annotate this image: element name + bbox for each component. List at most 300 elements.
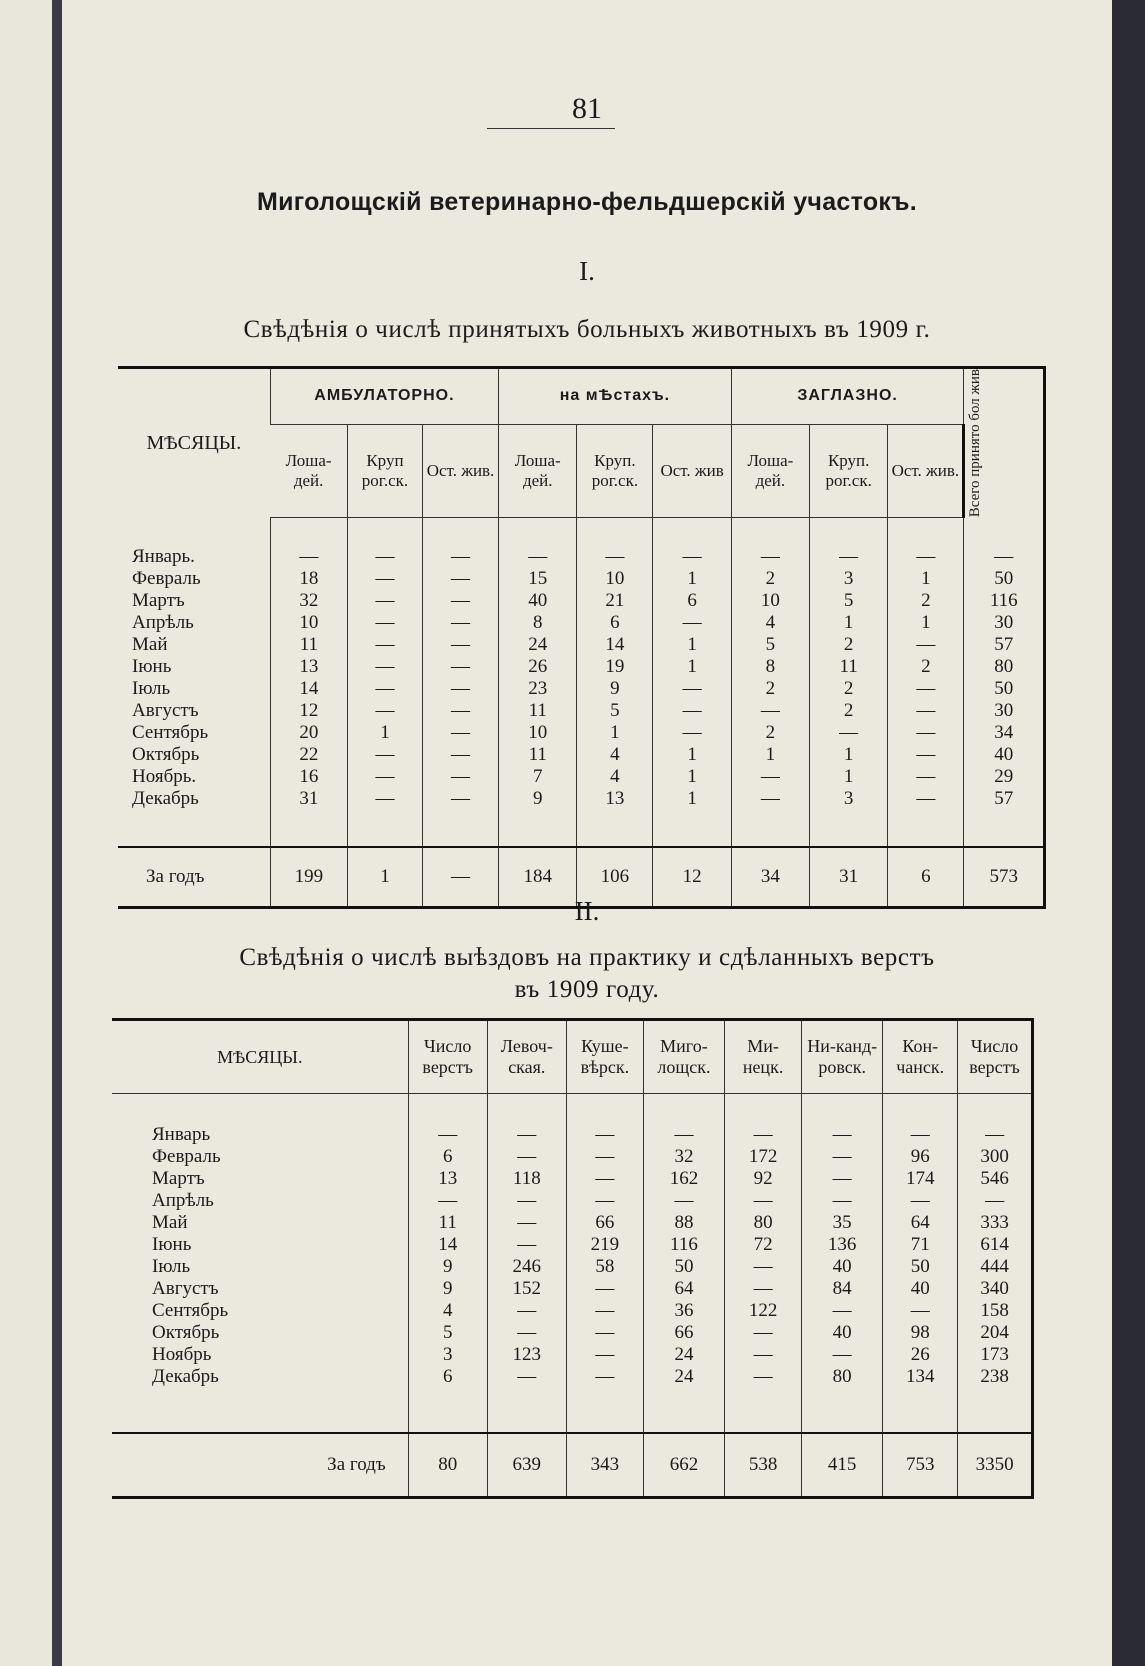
table-row [112,1278,1033,1300]
value-cell: 50 [964,678,1045,700]
value-cell: 1 [810,612,888,634]
value-cell: — [888,634,964,656]
value-cell: — [888,678,964,700]
value-cell: — [347,634,422,656]
value-cell: — [422,744,498,766]
page-number: 81 [572,92,602,125]
value-cell: 1 [810,744,888,766]
table-row [112,1146,1033,1168]
empty-cell [566,1388,643,1433]
value-cell: — [577,546,653,568]
value-cell: 98 [883,1322,958,1344]
empty-cell [802,1094,883,1125]
spacer-row [112,1094,1033,1125]
total-cell: 6 [888,847,964,908]
table-row [112,1168,1033,1190]
table-row [118,568,1045,590]
value-cell: — [408,1124,487,1146]
value-cell: 1 [653,568,731,590]
value-cell: — [653,546,731,568]
value-cell: — [653,700,731,722]
month-cell: Августъ [152,1278,219,1299]
value-cell: — [888,722,964,744]
value-cell: — [347,612,422,634]
value-cell: 1 [653,788,731,810]
value-cell: 12 [270,700,347,722]
value-cell: 8 [731,656,809,678]
empty-cell [487,1388,566,1433]
value-cell: 1 [653,744,731,766]
value-cell: 57 [964,634,1045,656]
value-cell: 40 [499,590,577,612]
value-cell: 66 [566,1212,643,1234]
section2-heading-line1: Свѣдѣнія о числѣ выѣздовъ на практику и сдѣланныхъ верстъ [239,944,935,971]
empty-cell [725,1094,802,1125]
value-cell: — [487,1322,566,1344]
empty-cell [731,810,809,847]
total-cell: 12 [653,847,731,908]
value-cell: — [888,766,964,788]
value-cell: — [347,700,422,722]
total-cell: 3350 [958,1433,1033,1498]
value-cell: 10 [577,568,653,590]
table-row [112,1190,1033,1212]
value-cell: 238 [958,1366,1033,1388]
value-cell: 40 [802,1322,883,1344]
empty-cell [270,517,347,546]
empty-cell [643,1094,724,1125]
value-cell: — [731,546,809,568]
value-cell: — [958,1124,1033,1146]
empty-cell [653,517,731,546]
value-cell: 1 [888,612,964,634]
value-cell: 11 [499,744,577,766]
table-row [112,1234,1033,1256]
sub-header: Круп. рог.ск. [810,424,888,517]
month-cell: Октябрь [152,1322,220,1343]
value-cell: 5 [577,700,653,722]
value-cell: 219 [566,1234,643,1256]
value-cell: — [958,1190,1033,1212]
empty-cell [408,1388,487,1433]
sub-header: Лоша-дей. [499,424,577,517]
value-cell: 1 [888,568,964,590]
sub-header: Круп рог.ск. [347,424,422,517]
value-cell: 1 [347,722,422,744]
empty-cell [347,517,422,546]
value-cell: 80 [802,1366,883,1388]
total-cell: 573 [964,847,1045,908]
value-cell: 136 [802,1234,883,1256]
section2-number: II. [574,896,600,926]
total-cell: 80 [408,1433,487,1498]
value-cell: 32 [643,1146,724,1168]
value-cell: 84 [802,1278,883,1300]
table-row [118,546,1045,568]
value-cell: — [422,766,498,788]
value-cell: 40 [964,744,1045,766]
month-cell: Май [132,633,168,655]
total-cell: 184 [499,847,577,908]
value-cell: — [422,634,498,656]
total-cell: 639 [487,1433,566,1498]
value-cell: 64 [883,1212,958,1234]
month-cell: Октябрь [132,743,200,765]
sub-header: Круп. рог.ск. [577,424,653,517]
empty-cell [653,810,731,847]
month-cell: Мартъ [152,1168,205,1189]
value-cell: — [566,1146,643,1168]
value-cell: — [725,1344,802,1366]
page-number-rule [487,128,615,129]
value-cell: 134 [883,1366,958,1388]
total-cell: — [422,847,498,908]
value-cell: — [347,678,422,700]
sub-header: Ост. жив. [422,424,498,517]
value-cell: 64 [643,1278,724,1300]
column-header: Ни-канд-ровск. [802,1020,883,1094]
table-row [118,656,1045,678]
value-cell: 5 [408,1322,487,1344]
value-cell: — [731,766,809,788]
value-cell: 172 [725,1146,802,1168]
value-cell: — [422,788,498,810]
value-cell: — [810,546,888,568]
empty-cell [422,810,498,847]
empty-cell [888,517,964,546]
left-page-edge [0,0,52,1666]
value-cell: 246 [487,1256,566,1278]
table-row [118,634,1045,656]
empty-cell [888,810,964,847]
section1-heading: Свѣдѣнія о числѣ принятыхъ больныхъ животныхъ въ 1909 г. [243,316,931,343]
table-row [118,700,1045,722]
value-cell: 32 [270,590,347,612]
empty-cell [810,517,888,546]
value-cell: 26 [883,1344,958,1366]
empty-cell [270,810,347,847]
month-cell: Апрѣль [152,1190,214,1211]
value-cell: 13 [408,1168,487,1190]
empty-cell [810,810,888,847]
value-cell: — [888,546,964,568]
value-cell: 614 [958,1234,1033,1256]
value-cell: 13 [270,656,347,678]
value-cell: 158 [958,1300,1033,1322]
month-cell: Декабрь [152,1366,219,1387]
value-cell: — [725,1366,802,1388]
value-cell: — [487,1124,566,1146]
value-cell: — [883,1300,958,1322]
value-cell: 1 [577,722,653,744]
value-cell: 13 [577,788,653,810]
value-cell: — [802,1124,883,1146]
empty-cell [408,1094,487,1125]
value-cell: 72 [725,1234,802,1256]
empty-cell [883,1388,958,1433]
month-cell: Іюнь [132,655,172,677]
value-cell: 40 [802,1256,883,1278]
table-row [112,1124,1033,1146]
section2-heading-line2: въ 1909 году. [514,976,660,1003]
value-cell: — [810,722,888,744]
table-row [112,1344,1033,1366]
empty-cell [112,1094,408,1125]
value-cell: — [653,612,731,634]
group-header-ambulatory: АМБУЛАТОРНО. [270,368,498,425]
value-cell: 4 [408,1300,487,1322]
value-cell: 173 [958,1344,1033,1366]
value-cell: 40 [883,1278,958,1300]
value-cell: 2 [810,700,888,722]
value-cell: — [422,678,498,700]
value-cell: 19 [577,656,653,678]
value-cell: 35 [802,1212,883,1234]
value-cell: 1 [810,766,888,788]
value-cell: — [964,546,1045,568]
value-cell: — [487,1212,566,1234]
value-cell: 3 [810,568,888,590]
value-cell: 2 [731,568,809,590]
section1-number: I. [579,256,595,286]
value-cell: — [888,788,964,810]
value-cell: 34 [964,722,1045,744]
value-cell: 3 [810,788,888,810]
value-cell: 10 [499,722,577,744]
value-cell: 9 [577,678,653,700]
value-cell: 333 [958,1212,1033,1234]
value-cell: 88 [643,1212,724,1234]
value-cell: — [725,1124,802,1146]
value-cell: — [802,1190,883,1212]
column-header: Миго-лощск. [643,1020,724,1094]
value-cell: 6 [408,1366,487,1388]
total-cell: 662 [643,1433,724,1498]
empty-cell [577,810,653,847]
value-cell: — [487,1366,566,1388]
month-cell: Май [152,1212,188,1233]
value-cell: 9 [408,1278,487,1300]
value-cell: — [725,1256,802,1278]
value-cell: 50 [643,1256,724,1278]
value-cell: 123 [487,1344,566,1366]
value-cell: — [883,1124,958,1146]
value-cell: 50 [883,1256,958,1278]
value-cell: 31 [270,788,347,810]
column-header: Куше-вѣрск. [566,1020,643,1094]
gap-row [112,1388,1033,1433]
month-cell: Сентябрь [152,1300,229,1321]
group-header-remote: ЗАГЛАЗНО. [731,368,964,425]
value-cell: 2 [731,722,809,744]
value-cell: 30 [964,612,1045,634]
value-cell: 116 [964,590,1045,612]
empty-cell [566,1094,643,1125]
value-cell: 24 [643,1366,724,1388]
month-cell: Январь. [132,545,195,567]
value-cell: 14 [270,678,347,700]
month-cell: Іюль [132,677,171,699]
table-animals-received [118,366,1046,909]
total-cell: 753 [883,1433,958,1498]
value-cell: 2 [731,678,809,700]
table-row [118,788,1045,810]
value-cell: 80 [964,656,1045,678]
empty-cell [118,810,270,847]
value-cell: — [408,1190,487,1212]
table-row [112,1256,1033,1278]
value-cell: 6 [577,612,653,634]
value-cell: — [487,1146,566,1168]
value-cell: — [566,1344,643,1366]
empty-cell [958,1388,1033,1433]
value-cell: — [347,590,422,612]
table-row [118,766,1045,788]
value-cell: — [888,700,964,722]
value-cell: 174 [883,1168,958,1190]
total-cell: 106 [577,847,653,908]
gap-row [118,810,1045,847]
table-row [112,1300,1033,1322]
value-cell: 66 [643,1322,724,1344]
value-cell: — [347,546,422,568]
value-cell: — [422,546,498,568]
value-cell: — [731,700,809,722]
value-cell: — [653,678,731,700]
month-cell: Мартъ [132,589,185,611]
months-header: МѢСЯЦЫ. [146,431,242,454]
month-cell: Сентябрь [132,721,209,743]
value-cell: — [566,1278,643,1300]
value-cell: — [802,1344,883,1366]
value-cell: — [566,1322,643,1344]
total-label: За годъ [112,1433,408,1498]
month-cell: Іюнь [152,1234,192,1255]
empty-cell [577,517,653,546]
empty-cell [422,517,498,546]
value-cell: 204 [958,1322,1033,1344]
empty-cell [347,810,422,847]
value-cell: — [347,766,422,788]
value-cell: 96 [883,1146,958,1168]
month-cell: Декабрь [132,787,199,809]
value-cell: — [499,546,577,568]
value-cell: — [802,1168,883,1190]
total-cell: 199 [270,847,347,908]
value-cell: 2 [888,590,964,612]
total-cell: 415 [802,1433,883,1498]
empty-cell [499,517,577,546]
value-cell: 10 [731,590,809,612]
value-cell: 1 [653,634,731,656]
table-row [118,678,1045,700]
value-cell: — [487,1190,566,1212]
value-cell: 14 [408,1234,487,1256]
sub-header: Лоша-дей. [270,424,347,517]
page-title: Миголощскій ветеринарно-фельдшерскій участокъ. [256,188,918,216]
value-cell: — [643,1124,724,1146]
value-cell: — [566,1300,643,1322]
value-cell: — [643,1190,724,1212]
value-cell: 11 [270,634,347,656]
value-cell: 9 [499,788,577,810]
month-cell: Ноябрь. [132,765,197,787]
value-cell: 15 [499,568,577,590]
total-row [112,1433,1033,1498]
value-cell: 2 [810,678,888,700]
month-cell: Апрѣль [132,611,194,633]
value-cell: 118 [487,1168,566,1190]
group-header-on-site: на мѢстахъ. [499,368,732,425]
value-cell: 2 [888,656,964,678]
table-row [112,1366,1033,1388]
total-cell: 34 [731,847,809,908]
empty-cell [958,1094,1033,1125]
total-label: За годъ [118,847,270,908]
value-cell: 5 [810,590,888,612]
value-cell: — [725,1322,802,1344]
value-cell: 152 [487,1278,566,1300]
value-cell: — [883,1190,958,1212]
value-cell: — [566,1190,643,1212]
value-cell: 10 [270,612,347,634]
value-cell: — [566,1124,643,1146]
total-header: Всего принято бол жив [967,369,984,518]
value-cell: 7 [499,766,577,788]
empty-cell [883,1094,958,1125]
value-cell: — [270,546,347,568]
value-cell: 9 [408,1256,487,1278]
empty-cell [118,517,270,546]
value-cell: — [487,1234,566,1256]
table-row [118,590,1045,612]
value-cell: 18 [270,568,347,590]
value-cell: 4 [577,744,653,766]
month-cell: Февраль [132,567,201,589]
month-cell: Ноябрь [152,1344,212,1365]
value-cell: 162 [643,1168,724,1190]
value-cell: 57 [964,788,1045,810]
value-cell: — [422,568,498,590]
value-cell: — [888,744,964,766]
value-cell: — [725,1278,802,1300]
table-row [118,722,1045,744]
value-cell: 1 [653,656,731,678]
column-header: Ми-нецк. [725,1020,802,1094]
value-cell: 11 [810,656,888,678]
value-cell: 340 [958,1278,1033,1300]
value-cell: — [422,656,498,678]
sub-header: Ост. жив. [888,424,964,517]
value-cell: — [566,1366,643,1388]
value-cell: 11 [499,700,577,722]
value-cell: 24 [499,634,577,656]
value-cell: — [731,788,809,810]
value-cell: 29 [964,766,1045,788]
total-header-cell [964,368,1045,518]
month-cell: Январь [152,1124,211,1145]
value-cell: — [422,700,498,722]
value-cell: — [422,722,498,744]
empty-cell [964,810,1045,847]
value-cell: 58 [566,1256,643,1278]
value-cell: 24 [643,1344,724,1366]
value-cell: 546 [958,1168,1033,1190]
value-cell: 4 [577,766,653,788]
value-cell: 80 [725,1212,802,1234]
table-row [112,1322,1033,1344]
value-cell: 21 [577,590,653,612]
